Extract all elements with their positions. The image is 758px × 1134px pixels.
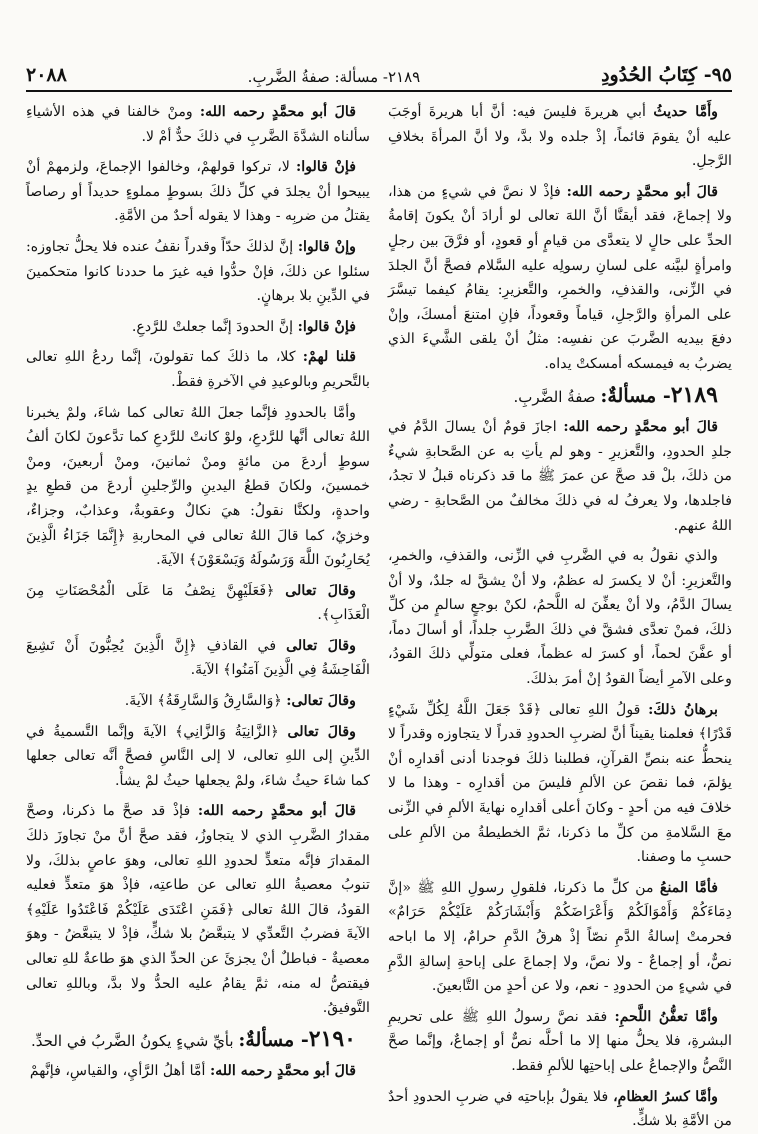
paragraph (388, 415, 732, 538)
masala-label: - مسألةٌ: (238, 1028, 309, 1051)
paragraph-text: قولُ اللهِ تعالى ﴿قَدْ جَعَلَ اللَّهُ لِكُلِّ شَيْءٍ قَدْرًا﴾ فعلمنا يقيناً أنَّ لضربِ الحدودِ قدراً لا يتجاوزه وقدراً لا ينحطُّ عنه بنصِّ القرآنِ، فطلبنا ذلكَ فوجدنا أدنى أقدارِه أنْ يؤلمَ، فما نقصَ عن الألمِ فليسَ من أقدارِه - وهذا ما لا خلافَ فيه من أحدٍ - وكانَ أعلى أقدارِه نهايةَ الألمِ في الزِّنى معَ السَّلامةِ من كلِّ ما ذكرنا، ثمَّ الخطيطةُ من الألمِ على حسبِ ما وصفنا. (388, 701, 732, 866)
paragraph-text: إنَّ الحدودَ إنَّما جعلتْ للرَّدعِ. (131, 318, 298, 335)
paragraph-lead: وأمَّا تعفُّنُ اللَّحمِ: (614, 1008, 718, 1025)
paragraph-lead: وأمَّا كسرُ العظامِ، (613, 1088, 718, 1105)
paragraph-lead: قالَ أبو محمَّدٍ رحمه الله: (566, 183, 718, 200)
paragraph (388, 544, 732, 692)
paragraph-text: والذي نقولُ به في الضَّربِ في الزِّنى، والقذفِ، والخمرِ، والتَّعزيرِ: أنْ لا يكسرَ له عظمٌ، ولا أنْ يشقَّ له جلدٌ، ولا أنْ يسالَ الدَّمُ، ولا أنْ يعفِّنَ له اللَّحمُ، لكنْ بوجعٍ سالمٍ من كلِّ ذلكَ، فمنْ تعدَّى فشقَّ في ذلكَ الضَّربِ جلداً، أو أسالَ دماً، أو عفَّنَ لحماً، أو كسرَ له عظماً، فعلى متولِّي ذلكَ القودُ، وعلى الآمرِ أيضاً القودُ إنْ أمرَ بذلكَ. (388, 548, 732, 688)
paragraph (26, 634, 370, 683)
paragraph-text: فإذْ قد صحَّ ما ذكرنا، وصحَّ مقدارُ الضَّربِ الذي لا يتجاوزُ، فقد صحَّ أنَّ منْ تجاوزَ ذلكَ المقدارَ فإنَّه متعدٍّ لحدودِ اللهِ تعالى، وهوَ عاصٍ بذلكَ، ولا تنوبُ معصيةُ اللهِ تعالى عن طاعتِه، فإذْ هوَ متعدٍّ فعليه القودُ، قالَ اللهُ تعالى ﴿فَمَنِ اعْتَدَى عَلَيْكُمْ فَاعْتَدُوا عَلَيْهِ﴾ الآيةَ فضربُ التَّعدِّي لا يتبعَّضُ بلا شكٍّ، فإذْ لا يتبعَّضُ - وهوَ معصيةٌ - فباطلٌ أنْ يجزئَ عن الحدِّ الذي هوَ طاعةٌ للهِ تعالى فيقتصُّ له منه، ثمَّ يقامُ عليه الحدُّ ولا بدَّ، وباللهِ تعالى التَّوفيقُ. (26, 803, 370, 1017)
paragraph-text: لا، تركوا قولهمْ، وخالفوا الإجماعَ، ولزمهمْ أنْ يبيحوا أنْ يجلدَ في كلِّ ذلكَ بسوطٍ مملوءٍ حديداً أو رصاصاً يقتلُ من ضربِه - وهذا لا يقوله أحدٌ من الأمَّةِ. (26, 159, 370, 225)
paragraph (26, 579, 370, 628)
paragraph (26, 235, 370, 309)
paragraph-lead: فإنْ قالوا: (296, 159, 356, 176)
paragraph-text: فلا يقولُ بإباحتِه في ضربِ الحدودِ أحدٌ من الأمَّةِ بلا شكٍّ. (388, 1088, 732, 1130)
masala-title: صفةُ الضَّربِ. (513, 387, 601, 406)
paragraph-lead: قالَ أبو محمَّدٍ رحمه الله: (199, 104, 356, 120)
paragraph (388, 1085, 732, 1134)
masala-number: ٢١٨٩ (670, 381, 718, 408)
left-column (26, 100, 370, 1088)
right-column (388, 100, 732, 1130)
masala-label: - مسألةٌ: (600, 384, 671, 407)
paragraph (26, 155, 370, 229)
paragraph (388, 1005, 732, 1079)
paragraph (26, 100, 370, 149)
paragraph-text: في القاذفِ ﴿إِنَّ الَّذِينَ يُحِبُّونَ أَنْ تَشِيعَ الْفَاحِشَةُ فِي الَّذِينَ آمَنُوا﴾ الآيةَ. (26, 637, 370, 679)
paragraph-text: اجازَ قومٌ أنْ يسالَ الدَّمُ في جلدِ الحدودِ، والتَّعزيرِ - وهو لم يأتِ به عن الصَّحابةِ شيءٌ من ذلكَ، بلْ قد صحَّ عن عمرَ ﷺ ما قد ذكرناه قبلُ لا تجدُ، فاجلدها، ولا يعرفُ له في ذلكَ مخالفٌ من الصَّحابةِ - رضي اللهُ عنهم. (388, 419, 732, 534)
paragraph-text: ﴿وَالسَّارِقُ وَالسَّارِقَةُ﴾ الآيةَ. (124, 693, 287, 710)
paragraph-lead: برهانُ ذلكَ: (648, 701, 718, 718)
paragraph-text: أبي هريرةَ فليسَ فيه: أنَّ أبا هريرةَ أوجَبَ عليه أنْ يقومَ قائماً، إذْ جلده ولا بدَّ، ولا أنَّ المرأةَ بخلافِ الرَّجلِ. (388, 104, 732, 170)
paragraph (26, 315, 370, 340)
paragraph (26, 345, 370, 394)
paragraph-text: من كلِّ ما ذكرنا، فلقولِ رسولِ اللهِ ﷺ «إنَّ دِمَاءَكُمْ وَأَمْوَالَكُمْ وَأَعْرَاضَكُمْ وَأَبْشَارَكُمْ عَلَيْكُمْ حَرَامٌ» فحرمتْ إسالةُ الدَّمِ نصّاً إذْ هرقُ الدَّمِ حرامٌ، إلا ما اباحه نصٌّ، أو إجماعٌ - ولا نصَّ، ولا إجماعَ على إباحةِ إسالةِ الدَّمِ في شيءٍ من الحدودِ - نعم، ولا عن أحدٍ من التَّابعينَ. (388, 879, 732, 995)
paragraph-lead: قالَ أبو محمَّدٍ رحمه الله: (563, 419, 718, 436)
paragraph (388, 100, 732, 174)
paragraph-lead: وقالَ تعالى (285, 582, 356, 599)
paragraph-lead: فأمَّا المنعُ (659, 879, 719, 896)
paragraph-lead: قلنا لهمْ: (302, 349, 356, 366)
paragraph-lead: وأَمَّا حديثُ (653, 104, 718, 120)
paragraph-lead: قالَ أبو محمَّدٍ رحمه الله: (197, 803, 356, 820)
text-columns (26, 100, 732, 1130)
paragraph (388, 698, 732, 870)
masala-heading (26, 1027, 370, 1054)
paragraph-lead: وقالَ تعالى (287, 723, 357, 740)
running-header (26, 52, 732, 92)
paragraph-lead: فإنْ قالوا: (297, 318, 356, 335)
paragraph-text: فقد نصَّ رسولُ اللهِ ﷺ على تحريمِ البشرةِ، فلا يحلُّ منها إلا ما أحلَّه نصٌّ أو إجماعٌ، وإنَّما صحَّ النَّصُّ والإجماعُ على إباحتِها للألمِ فقط. (388, 1008, 732, 1074)
masala-title: بأيِّ شيءٍ يكونُ الضَّربُ في الحدِّ. (31, 1031, 239, 1050)
paragraph (388, 180, 732, 377)
paragraph-lead: وإنْ قالوا: (297, 238, 356, 255)
header-section-title: ٢١٨٩- مسألة: صفةُ الضَّربِ. (247, 68, 421, 86)
paragraph (26, 401, 370, 573)
paragraph-text: ﴿الزَّانِيَةُ وَالزَّانِي﴾ الآيةَ وإنَّما التَّسميةُ في الدِّينِ إلى اللهِ تعالى، لا إلى النَّاسِ فصحَّ أنَّه تعالى جعلها كما شاءَ حيثُ شاءَ، ولمْ يجعلها حيثُ لمْ يشأْ. (26, 723, 370, 789)
page-number: ٢٠٨٨ (26, 64, 67, 86)
masala-number: ٢١٩٠ (308, 1025, 356, 1052)
paragraph (26, 1059, 370, 1084)
paragraph-lead: وقالَ تعالى: (286, 693, 356, 710)
masala-heading (388, 383, 732, 410)
paragraph (26, 689, 370, 714)
paragraph-lead: وقالَ تعالى (286, 637, 356, 654)
paragraph-text: إنَّ لذلكَ حدّاً وقدراً نقفُ عنده فلا يحلُّ تجاوزه: سئلوا عن ذلكَ، فإنْ حدُّوا فيه غيرَ ما حددنا كانوا متحكمينَ في الدِّينِ بلا برهانٍ. (26, 238, 370, 305)
paragraph-text: وأمَّا بالحدودِ فإنَّما جعلَ اللهُ تعالى كما شاءَ، ولمْ يخبرنا اللهُ تعالى أنَّها للرَّدعِ، ولوْ كانتْ للرَّدعِ كما تدَّعونَ لكانَ ألفُ سوطٍ أردعَ من مائةٍ ومنْ ثمانينَ، ومنْ أربعينَ، ومنْ خمسينَ، ولكانَ قطعُ اليدينِ والرِّجلينِ أردعَ من قطعِ يدٍ واحدةٍ، ولكنَّا نقولُ: هيَ نكالٌ وعقوبةٌ، وعذابٌ، وجزاءٌ، وخزيٌ، كما قالَ اللهُ تعالى في المحاربةِ ﴿إِنَّمَا جَزَاءُ الَّذِينَ يُحَارِبُونَ اللَّهَ وَرَسُولَهُ وَيَسْعَوْنَ﴾ الآيةَ. (26, 404, 370, 569)
paragraph (26, 720, 370, 794)
paragraph (26, 799, 370, 1020)
paragraph-text: ومنْ خالفنا في هذه الأشياءِ سألناه الشدَّةَ الضَّربِ في ذلكَ حدٌّ أمْ لا. (26, 104, 370, 145)
header-book-title: ٩٥- كِتَابُ الحُدُودِ (601, 64, 732, 86)
paragraph-text: فإذْ لا نصَّ في شيءٍ من هذا، ولا إجماعَ، فقد أيقنَّا أنَّ اللهَ تعالى لو أرادَ أنْ يكونَ إقامةُ الحدِّ على حالٍ لا يتعدَّى من قيامٍ أو قعودٍ، أو فرَّقَ بين رجلٍ وامرأةٍ لبيَّنه على لسانِ رسولِه عليه السَّلام فصحَّ أنَّ الجلدَ في الزِّنى، والقذفِ، والخمرِ، والتَّعزيرِ: يقامُ كيفما تيسَّرَ على المرأةِ والرَّجلِ، قياماً وقعوداً، فإنِ امتنعَ أمسكَ، وإنْ دفعَ بيديه الضَّربَ عن نفسِه: مثلُ أنْ يلقى الشَّيءَ الذي يضربُ به فيمسكه أمسكتْ يداه. (388, 183, 732, 372)
paragraph-text: أمَّا أهلُ الرَّأيِ، والقياسِ، فإنَّهمْ (29, 1063, 210, 1080)
paragraph (388, 876, 732, 999)
paragraph-lead: قالَ أبو محمَّدٍ رحمه الله: (209, 1063, 356, 1080)
paragraph-text: ﴿فَعَلَيْهِنَّ نِصْفُ مَا عَلَى الْمُحْصَنَاتِ مِنَ الْعَذَابِ﴾. (26, 582, 370, 624)
paragraph-text: كلا، ما ذلكَ كما تقولونَ، إنَّما ردعُ اللهِ تعالى بالتَّحريمِ وبالوعيدِ في الآخرةِ فقطْ. (26, 349, 370, 390)
